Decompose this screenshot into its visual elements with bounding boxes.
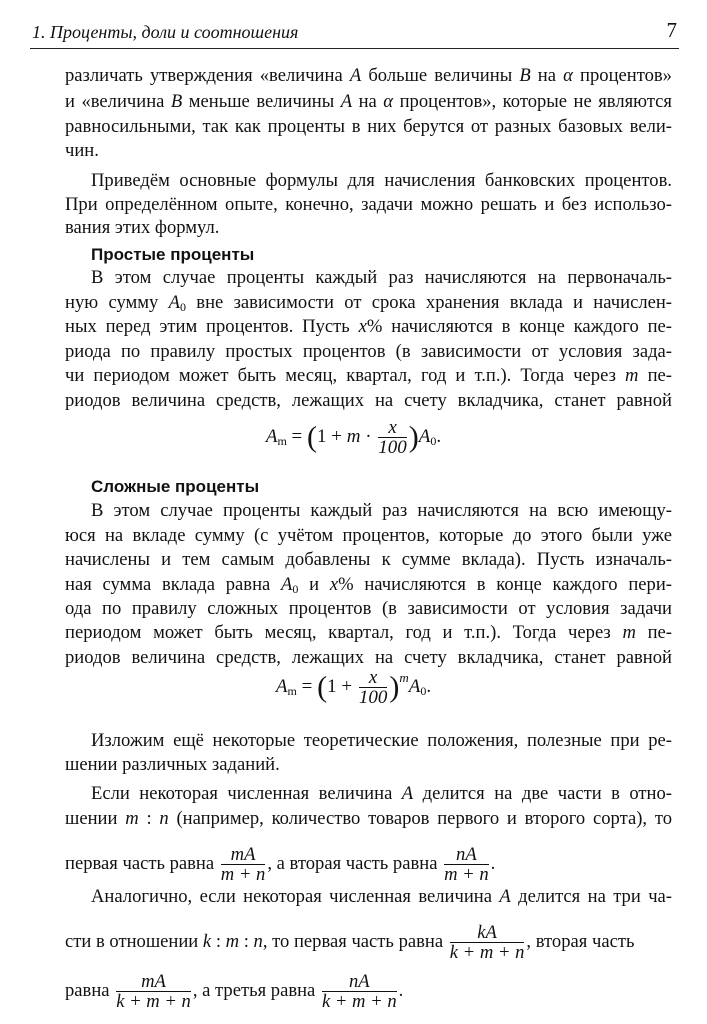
text-run: ·	[360, 425, 377, 447]
text-run: и	[298, 574, 330, 595]
text-run: различать утверждения «величина	[65, 65, 350, 86]
math-variable: A	[408, 675, 421, 697]
text-line	[65, 549, 672, 571]
text-run: пе-	[638, 365, 672, 386]
display-formula	[0, 418, 707, 457]
text-run: равна	[65, 979, 115, 1001]
text-run: сти в отношении	[65, 930, 203, 952]
text-line	[65, 365, 672, 387]
text-line	[65, 647, 672, 669]
text-run: чин.	[65, 140, 99, 161]
text-run: .	[426, 675, 432, 697]
text-line	[65, 574, 672, 596]
math-variable: m	[625, 365, 639, 386]
text-run: делится на две части в отно-	[413, 783, 672, 804]
fraction-denominator: 100	[358, 687, 388, 708]
math-variable: α	[563, 65, 573, 86]
text-run: , то первая часть равна	[262, 930, 448, 952]
text-run: процентов», которые не являются	[393, 91, 672, 112]
math-fraction	[378, 418, 407, 457]
math-parenthesis: )	[389, 670, 400, 704]
math-fraction	[444, 845, 489, 884]
math-variable: A	[401, 783, 414, 804]
text-run: Сложные проценты	[91, 477, 260, 496]
text-line	[65, 140, 672, 162]
text-run: :	[211, 930, 226, 952]
fraction-denominator: 100	[378, 437, 407, 458]
text-run: ная сумма вклада равна	[65, 574, 282, 595]
text-line	[65, 341, 672, 363]
fraction-numerator: mA	[221, 845, 266, 865]
math-subscript: 0	[430, 433, 437, 448]
fraction-numerator: x	[378, 418, 407, 438]
text-run: больше величины	[361, 65, 520, 86]
math-variable: A	[499, 886, 511, 907]
text-line	[65, 808, 672, 830]
text-run: риода по правилу простых процентов (в зависимости от условия зада-	[65, 341, 672, 362]
fraction-denominator: k + m + n	[321, 991, 397, 1012]
math-variable: B	[519, 65, 531, 86]
math-variable: n	[253, 930, 263, 952]
math-variable: A	[349, 65, 362, 86]
math-variable: x	[329, 574, 339, 595]
text-line	[91, 267, 672, 289]
math-variable: m	[125, 808, 139, 829]
text-run: 1 +	[327, 675, 357, 697]
fraction-numerator: mA	[116, 972, 191, 992]
text-run: При определённом опыте, конечно, задачи можно решать и без использо-	[65, 194, 672, 215]
text-run: шении	[65, 808, 126, 829]
text-run: вания этих формул.	[65, 217, 220, 238]
text-run: ода по правилу сложных процентов (в зависимости от условия задачи	[65, 598, 672, 619]
text-run: юся на вкладе сумму (с учётом процентов, которые до этого были уже	[65, 525, 672, 546]
math-subscript: m	[287, 683, 297, 698]
text-run: и «величина	[65, 91, 171, 112]
text-run: риодов величина средств, лежащих на счету вкладчика, станет равной	[65, 647, 672, 668]
math-variable: x	[358, 316, 367, 337]
math-subscript: 0	[420, 683, 427, 698]
math-fraction	[221, 845, 266, 884]
text-line	[65, 217, 672, 239]
text-run: 1 +	[317, 425, 347, 447]
text-line	[65, 598, 672, 620]
text-run: Если некоторая численная величина	[91, 783, 402, 804]
running-header-title: 1. Проценты, доли и соотношения	[32, 22, 299, 42]
text-line	[91, 500, 672, 522]
text-run: равносильными, так как проценты в них берутся от разных базовых вели-	[65, 116, 672, 137]
text-run: =	[296, 675, 318, 697]
text-line	[65, 65, 672, 87]
math-parenthesis: )	[408, 420, 419, 454]
text-line	[91, 170, 672, 192]
math-variable: m	[225, 930, 240, 952]
math-subscript: 0	[180, 300, 186, 314]
display-formula	[0, 668, 707, 707]
text-line	[91, 783, 672, 805]
math-variable: B	[170, 91, 183, 112]
text-line	[65, 292, 672, 314]
fraction-numerator: nA	[322, 972, 397, 992]
math-variable: n	[159, 808, 169, 829]
text-run: (например, количество товаров первого и второго сорта), то	[168, 808, 673, 829]
text-run: Аналогично, если некоторая численная величина	[91, 886, 500, 907]
text-line	[65, 316, 672, 338]
text-run: чи периодом может быть месяц, квартал, год и т.п.). Тогда через	[65, 365, 626, 386]
math-variable: A	[418, 425, 431, 447]
text-run: В этом случае проценты каждый раз начисляются на первоначаль-	[91, 267, 672, 288]
math-fraction	[359, 668, 388, 707]
text-run: =	[286, 425, 308, 447]
math-variable: A	[275, 675, 288, 697]
text-line	[65, 390, 672, 412]
text-run: .	[398, 979, 404, 1001]
text-run: , а вторая часть равна	[267, 852, 443, 874]
text-run: Приведём основные формулы для начисления банковских процентов.	[91, 170, 672, 191]
math-subscript: 0	[292, 582, 299, 596]
math-fraction	[450, 923, 525, 962]
text-run: .	[490, 852, 496, 874]
math-variable: A	[281, 574, 293, 595]
fraction-denominator: m + n	[220, 864, 266, 885]
text-run: В этом случае проценты каждый раз начисляются на всю имеющу-	[91, 500, 672, 521]
math-subscript: m	[277, 433, 287, 448]
text-run: первая часть равна	[65, 852, 219, 874]
math-variable: k	[202, 930, 212, 952]
text-run: меньше величины	[182, 91, 341, 112]
text-line	[65, 972, 672, 1011]
text-line	[65, 622, 672, 644]
fraction-denominator: k + m + n	[116, 991, 191, 1012]
text-run: % начисляются в конце каждого пе-	[366, 316, 672, 337]
section-heading	[91, 476, 672, 498]
text-run: .	[436, 425, 442, 447]
math-variable: α	[383, 91, 394, 112]
math-variable: m	[346, 425, 361, 447]
text-run: Простые проценты	[91, 245, 255, 264]
text-run: , вторая часть	[526, 930, 635, 952]
text-line	[65, 754, 672, 776]
fraction-numerator: nA	[444, 845, 489, 865]
text-run: :	[239, 930, 254, 952]
math-variable: A	[340, 91, 353, 112]
math-variable: A	[265, 425, 278, 447]
text-line	[91, 730, 672, 752]
text-run: , а третья равна	[192, 979, 320, 1001]
text-run: :	[138, 808, 160, 829]
math-parenthesis: (	[307, 420, 318, 454]
text-run: риодов величина средств, лежащих на счету вкладчика, станет равной	[65, 390, 672, 411]
text-line	[65, 91, 672, 113]
text-run: ную сумму	[65, 292, 169, 313]
text-line	[65, 116, 672, 138]
text-line	[65, 194, 672, 216]
fraction-numerator: kA	[450, 923, 525, 943]
text-run: Изложим ещё некоторые теоретические положения, полезные при ре-	[91, 730, 672, 751]
text-run: делится на три ча-	[510, 886, 672, 907]
text-run: начислены и тем самым добавлены к сумме вклада). Пусть изначаль-	[65, 549, 672, 570]
text-run: пе-	[635, 622, 672, 643]
text-run: периодом может быть месяц, квартал, год и т.п.). Тогда через	[65, 622, 623, 643]
fraction-denominator: k + m + n	[449, 942, 525, 963]
text-run: % начисляются в конце каждого пери-	[338, 574, 672, 595]
math-variable: A	[168, 292, 180, 313]
math-exponent: m	[399, 669, 409, 685]
text-run: на	[352, 91, 384, 112]
text-run: шении различных заданий.	[65, 754, 280, 775]
math-variable: m	[622, 622, 636, 643]
math-parenthesis: (	[317, 670, 328, 704]
math-fraction	[322, 972, 397, 1011]
section-heading	[91, 244, 672, 266]
fraction-denominator: m + n	[444, 864, 489, 885]
text-line	[65, 923, 672, 962]
text-line	[65, 525, 672, 547]
page-number: 7	[666, 18, 677, 42]
math-fraction	[116, 972, 191, 1011]
text-run: ных перед этим процентов. Пусть	[65, 316, 359, 337]
text-run: вне зависимости от срока хранения вклада и начислен-	[186, 292, 672, 313]
text-run: на	[530, 65, 564, 86]
text-line	[65, 845, 672, 884]
header-divider	[30, 48, 679, 49]
fraction-numerator: x	[359, 668, 388, 688]
text-run: процентов»	[572, 65, 672, 86]
text-line	[91, 886, 672, 908]
